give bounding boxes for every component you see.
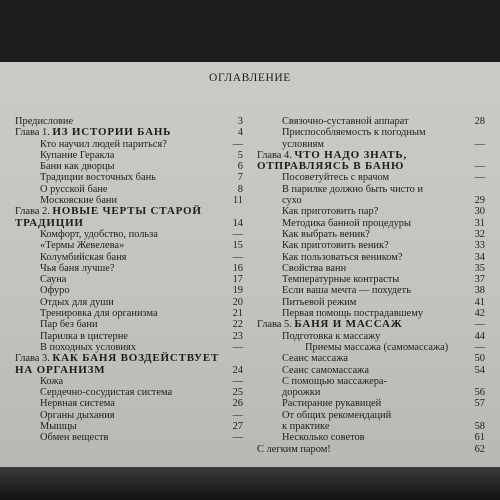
page-number: 35 xyxy=(474,262,485,274)
page-number: — xyxy=(474,341,485,353)
page-number: — xyxy=(232,228,243,240)
toc-entry-text: Если ваша мечта — похудеть xyxy=(282,285,411,297)
toc-entry-text: Как пользоваться веником? xyxy=(282,251,403,263)
toc-entry xyxy=(15,184,243,195)
toc-entry xyxy=(15,139,243,150)
chapter-title: ЧТО НАДО ЗНАТЬ, xyxy=(294,148,408,161)
toc-entry-text: Сердечно-сосудистая система xyxy=(40,387,173,399)
toc-entry-text: Сеанс массажа xyxy=(282,353,349,365)
toc-entry-text: Органы дыхания xyxy=(40,409,115,421)
page-number: 42 xyxy=(474,308,485,320)
page-number: 31 xyxy=(474,217,485,229)
toc-entry-text: Пар без бани xyxy=(40,319,98,331)
toc-entry-text: В парилке должно быть чисто и xyxy=(282,183,424,195)
toc-entry xyxy=(15,150,243,161)
toc-entry-text: Растирание рукавицей xyxy=(282,398,382,410)
toc-entry-text: Нервная система xyxy=(40,398,115,410)
chapter-label: Глава 5. xyxy=(257,319,292,331)
toc-entry-text: Приспособляемость к погодным xyxy=(282,127,426,139)
toc-entry-text: Бани как дворцы xyxy=(40,161,115,173)
toc-entry xyxy=(257,252,485,263)
page-number: 34 xyxy=(474,251,485,263)
toc-entry xyxy=(15,263,243,274)
toc-entry xyxy=(15,308,243,319)
toc-entry xyxy=(15,274,243,285)
page-number: 15 xyxy=(232,240,243,252)
toc-chapter xyxy=(15,206,243,229)
toc-entry-text: сухо xyxy=(282,195,302,207)
toc-entry xyxy=(15,229,243,240)
toc-entry-text: Кто научил людей париться? xyxy=(40,138,167,150)
page-number: — xyxy=(232,432,243,444)
toc-entry-text: Купание Геракла xyxy=(40,149,115,161)
toc-entry-text: Чья баня лучше? xyxy=(40,262,115,274)
toc-entry-text: Предисловие xyxy=(15,116,74,127)
page-number: 23 xyxy=(232,330,243,342)
page-number: — xyxy=(232,251,243,263)
page-number: — xyxy=(232,375,243,387)
toc-entry-text: условиям xyxy=(282,138,325,150)
page-number: 8 xyxy=(237,183,243,195)
page-number: 33 xyxy=(474,240,485,252)
toc-entry xyxy=(257,398,485,409)
page-number: 4 xyxy=(237,127,243,139)
toc-entry xyxy=(257,184,485,207)
page-number: 50 xyxy=(474,353,485,365)
toc-chapter xyxy=(15,353,243,376)
toc-entry-text: Обмен веществ xyxy=(40,432,109,444)
toc-chapter xyxy=(15,127,243,138)
toc-entry xyxy=(257,353,485,364)
page-number: — xyxy=(232,138,243,150)
page-number: 38 xyxy=(474,285,485,297)
page-number: 14 xyxy=(232,217,243,229)
page-number: 30 xyxy=(474,206,485,218)
page-number: 29 xyxy=(474,195,485,207)
page-number: 19 xyxy=(232,285,243,297)
toc-entry-text: Питьевой режим xyxy=(282,296,357,308)
toc-entry xyxy=(257,342,485,353)
toc-entry xyxy=(15,297,243,308)
toc-entry-text: Несколько советов xyxy=(282,432,365,444)
page-number: 32 xyxy=(474,228,485,240)
toc-entry-text: Мышцы xyxy=(40,421,77,433)
toc-entry-text: Парилка в цистерне xyxy=(40,330,128,342)
toc-entry xyxy=(15,252,243,263)
toc-entry-text: Офуро xyxy=(40,285,70,297)
toc-column-right xyxy=(257,116,485,455)
toc-entry xyxy=(257,444,485,455)
page-number: — xyxy=(474,138,485,150)
toc-entry-text: Тренировка для организма xyxy=(40,308,158,320)
toc-chapter xyxy=(257,150,485,173)
chapter-label: Глава 4. xyxy=(257,149,292,161)
toc-entry xyxy=(257,365,485,376)
toc-entry-text: С помощью массажера- xyxy=(282,375,387,387)
page-number: 6 xyxy=(237,161,243,173)
toc-entry xyxy=(15,387,243,398)
page-number: 62 xyxy=(474,443,485,455)
toc-entry xyxy=(15,331,243,342)
toc-entry xyxy=(257,206,485,217)
toc-entry-text: От общих рекомендаций xyxy=(282,409,392,421)
page-number: 41 xyxy=(474,296,485,308)
toc-entry-text: Отдых для души xyxy=(40,296,114,308)
toc-entry xyxy=(15,240,243,251)
page-number: 20 xyxy=(232,296,243,308)
page-number: 54 xyxy=(474,364,485,376)
toc-entry xyxy=(15,410,243,421)
toc-entry-text: Как выбрать веник? xyxy=(282,228,370,240)
toc-entry-text: дорожки xyxy=(282,387,321,399)
page-number: 56 xyxy=(474,387,485,399)
toc-entry xyxy=(257,127,485,150)
toc-entry-text: «Термы Жевелева» xyxy=(40,240,125,252)
page-number: 7 xyxy=(237,172,243,184)
toc-entry-text: Московские бани xyxy=(40,195,118,207)
toc-entry xyxy=(257,218,485,229)
toc-entry xyxy=(257,331,485,342)
toc-entry-text: Связочно-суставной аппарат xyxy=(282,116,409,127)
book-page xyxy=(0,62,500,467)
page-number: 11 xyxy=(232,195,243,207)
toc-entry-text: Подготовка к массажу xyxy=(282,330,381,342)
page-number: 22 xyxy=(232,319,243,331)
toc-entry-text: О русской бане xyxy=(40,183,108,195)
toc-entry-text: Свойства ванн xyxy=(282,262,347,274)
page-number: — xyxy=(474,172,485,184)
toc-entry-text: к практике xyxy=(282,421,330,433)
page-number: 5 xyxy=(237,149,243,161)
toc-entry xyxy=(15,285,243,296)
toc-entry xyxy=(257,263,485,274)
page-number: — xyxy=(474,161,485,173)
toc-entry xyxy=(15,432,243,443)
page-number: — xyxy=(232,409,243,421)
toc-entry-text: В походных условиях xyxy=(40,341,136,353)
chapter-title: ИЗ ИСТОРИИ БАНЬ xyxy=(52,126,172,139)
page-number: 57 xyxy=(474,398,485,410)
page-number: 24 xyxy=(232,364,243,376)
page-number: 37 xyxy=(474,274,485,286)
toc-entry-text: Колумбийская баня xyxy=(40,251,127,263)
chapter-title-cont: ОТПРАВЛЯЯСЬ В БАНЮ xyxy=(257,160,405,173)
toc-entry-text: Сеанс самомассажа xyxy=(282,364,369,376)
page-number: 25 xyxy=(232,387,243,399)
toc-entry xyxy=(15,319,243,330)
toc-entry-text: Традиции восточных бань xyxy=(40,172,156,184)
page-number: 16 xyxy=(232,262,243,274)
chapter-title-cont: НА ОРГАНИЗМ xyxy=(15,363,106,376)
toc-entry-text: Приемы массажа (самомассажа) xyxy=(305,341,449,353)
chapter-label: Глава 1. xyxy=(15,127,50,139)
toc-entry xyxy=(257,410,485,433)
page-number: — xyxy=(474,319,485,331)
chapter-label: Глава 2. xyxy=(15,206,50,218)
chapter-title: БАНЯ И МАССАЖ xyxy=(294,318,403,331)
toc-entry-text: Как приготовить пар? xyxy=(282,206,379,218)
page-number: 26 xyxy=(232,398,243,410)
chapter-title: НОВЫЕ ЧЕРТЫ СТАРОЙ xyxy=(52,205,202,218)
toc-entry xyxy=(257,376,485,399)
toc-entry-text: Посоветуйтесь с врачом xyxy=(282,172,390,184)
toc-entry-text: Как приготовить веник? xyxy=(282,240,389,252)
chapter-title: КАК БАНЯ ВОЗДЕЙСТВУЕТ xyxy=(52,352,220,365)
page-number: 28 xyxy=(474,116,485,127)
page-number: 17 xyxy=(232,274,243,286)
toc-entry-text: Первая помощь пострадавшему xyxy=(282,308,424,320)
toc-entry-text: Сауна xyxy=(40,274,67,286)
toc-entry xyxy=(257,432,485,443)
page-number: 27 xyxy=(232,421,243,433)
page-title: ОГЛАВЛЕНИЕ xyxy=(209,72,291,84)
page-number: 3 xyxy=(237,116,243,127)
page-number: 44 xyxy=(474,330,485,342)
page-number: 58 xyxy=(474,421,485,433)
toc-entry xyxy=(257,116,485,127)
toc-entry xyxy=(15,421,243,432)
chapter-title-cont: ТРАДИЦИИ xyxy=(15,216,84,229)
chapter-label: Глава 3. xyxy=(15,353,50,365)
toc-entry xyxy=(257,297,485,308)
photo-shadow xyxy=(0,467,500,500)
toc-entry xyxy=(257,172,485,183)
toc-entry-text: Температурные контрасты xyxy=(282,274,400,286)
toc-entry-text: Кожа xyxy=(40,375,64,387)
toc-entry xyxy=(15,161,243,172)
page-number: 21 xyxy=(232,308,243,320)
toc-entry xyxy=(257,274,485,285)
page-number: 61 xyxy=(474,432,485,444)
toc-column-left xyxy=(15,116,243,444)
toc-entry xyxy=(257,229,485,240)
toc-entry-text: С легким паром! xyxy=(257,443,331,455)
toc-entry xyxy=(15,172,243,183)
toc-entry xyxy=(257,285,485,296)
toc-entry xyxy=(15,376,243,387)
toc-entry-text: Комфорт, удобство, польза xyxy=(40,228,158,240)
toc-chapter xyxy=(257,319,485,330)
toc-entry xyxy=(257,240,485,251)
toc-entry-text: Методика банной процедуры xyxy=(282,217,411,229)
page-number: — xyxy=(232,341,243,353)
toc-entry xyxy=(15,398,243,409)
